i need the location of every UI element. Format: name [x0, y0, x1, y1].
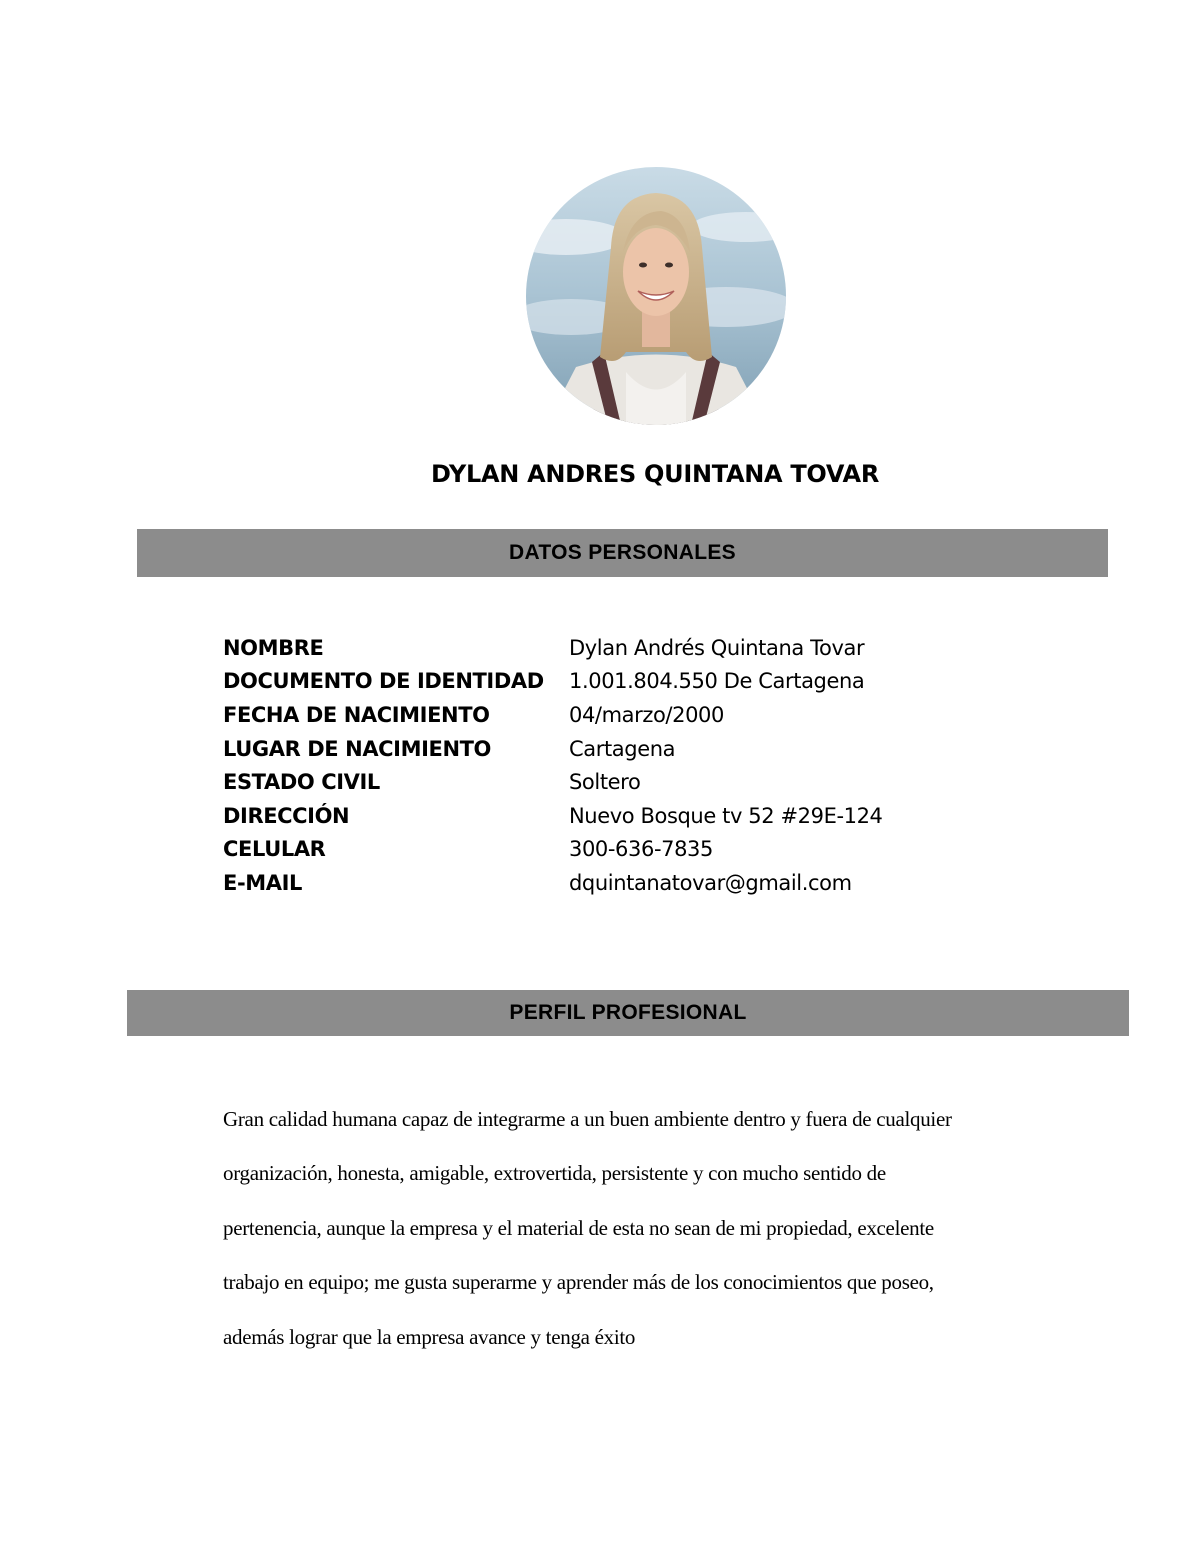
personal-data-list	[223, 631, 1123, 900]
info-row-birth-date	[223, 698, 1123, 732]
info-label: CELULAR	[223, 837, 326, 862]
info-value: 1.001.804.550 De Cartagena	[569, 669, 865, 694]
info-value: Dylan Andrés Quintana Tovar	[569, 635, 865, 660]
info-label: FECHA DE NACIMIENTO	[223, 702, 490, 727]
info-row-marital-status	[223, 765, 1123, 799]
section-title: PERFIL PROFESIONAL	[509, 1001, 747, 1024]
info-value: 300-636-7835	[569, 837, 713, 862]
info-row-address	[223, 799, 1123, 833]
profile-line: pertenencia, aunque la empresa y el material de esta no sean de mi propiedad, excelente	[223, 1215, 934, 1240]
info-label: ESTADO CIVIL	[223, 770, 380, 795]
info-row-mobile	[223, 833, 1123, 867]
info-row-name	[223, 631, 1123, 665]
full-name: DYLAN ANDRES QUINTANA TOVAR	[431, 460, 879, 488]
info-label: NOMBRE	[223, 635, 324, 660]
info-value: 04/marzo/2000	[569, 702, 724, 727]
info-value: Soltero	[569, 770, 641, 795]
profile-line: además lograr que la empresa avance y tenga éxito	[223, 1324, 636, 1349]
profile-line: organización, honesta, amigable, extrovertida, persistente y con mucho sentido de	[223, 1161, 886, 1186]
profile-line: Gran calidad humana capaz de integrarme a un buen ambiente dentro y fuera de cualquier	[223, 1107, 952, 1131]
info-label: LUGAR DE NACIMIENTO	[223, 736, 492, 761]
info-row-id-document	[223, 665, 1123, 699]
info-label: E-MAIL	[223, 870, 303, 895]
info-row-birth-place	[223, 732, 1123, 766]
profile-line: trabajo en equipo; me gusta superarme y aprender más de los conocimientos que poseo,	[223, 1270, 934, 1295]
info-value: Nuevo Bosque tv 52 #29E-124	[569, 803, 883, 828]
section-title: DATOS PERSONALES	[509, 541, 736, 564]
info-value: dquintanatovar@gmail.com	[569, 870, 852, 895]
section-header-personal-data	[137, 529, 1108, 577]
info-row-email	[223, 866, 1123, 900]
section-header-professional-profile	[127, 990, 1129, 1036]
info-label: DOCUMENTO DE IDENTIDAD	[223, 669, 544, 694]
info-value: Cartagena	[569, 736, 676, 761]
profile-photo	[526, 167, 786, 425]
info-label: DIRECCIÓN	[223, 803, 350, 828]
profile-paragraph	[223, 1092, 1093, 1364]
